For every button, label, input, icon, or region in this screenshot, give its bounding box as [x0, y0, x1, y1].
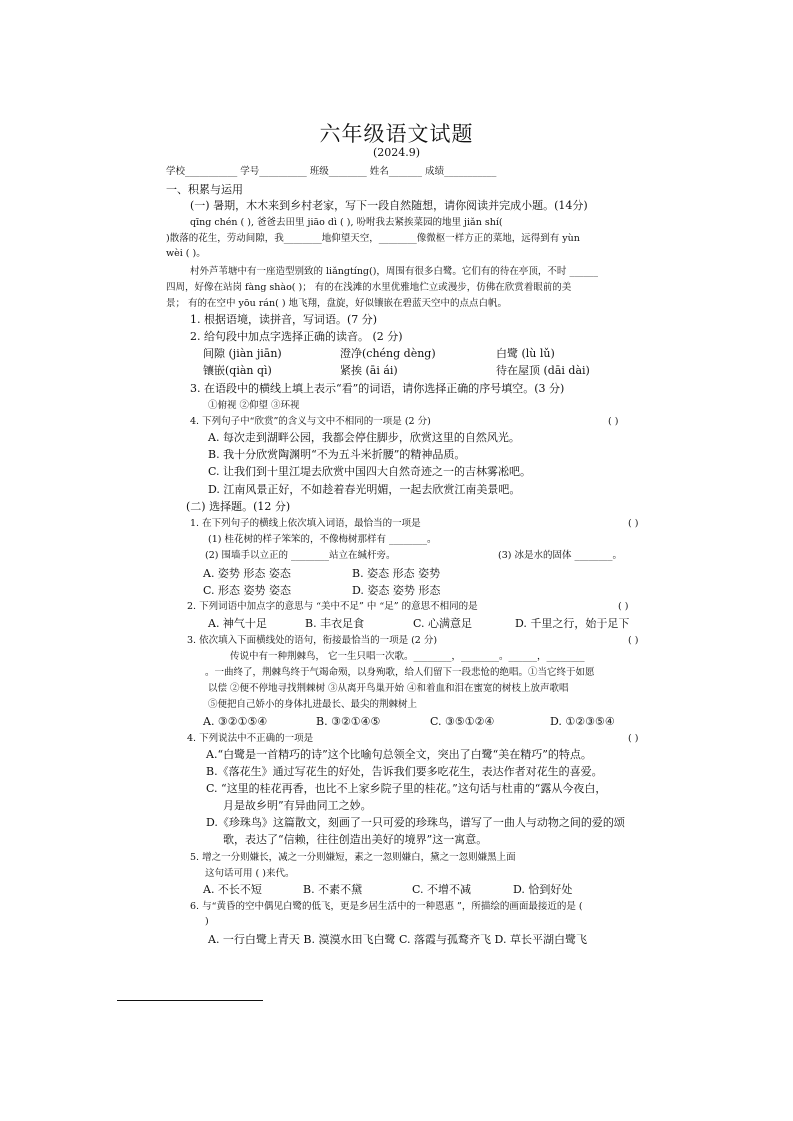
option: 澄净(chéng dèng): [340, 347, 436, 360]
option: B. 姿态 形态 姿势: [352, 567, 441, 580]
option: D. 千里之行，始于足下: [515, 617, 630, 630]
subsection-heading-1: (一) 暑期，木木来到乡村老家，写下一段自然随想，请你阅读并完成小题。(14分): [190, 199, 588, 212]
sentence: (1) 桂花树的样子笨笨的，不像梅树那样有 ________。: [208, 534, 437, 545]
choice-question-2: 2. 下列词语中加点字的意思与 “美中不足” 中 “足” 的意思不相同的是: [187, 601, 478, 612]
choice-question-6-cont: ): [205, 916, 209, 927]
choice-question-6: 6. 与“黄昏的空中偶见白鹭的低飞，更是乡居生活中的一种恩惠 ”，所描绘的画面最接近的是 (: [190, 901, 583, 912]
option: C. 让我们到十里江堤去欣赏中国四大自然奇迹之一的吉林雾凇吧。: [208, 465, 532, 478]
question-1: 1. 根据语境，读拼音，写词语。(7 分): [190, 313, 378, 326]
option: D.《珍珠鸟》这篇散文，刻画了一只可爱的珍珠鸟，谱写了一曲人与动物之间的爱的颂: [206, 816, 625, 829]
answer-paren: ( ): [608, 416, 619, 427]
answer-paren: ( ): [628, 733, 639, 744]
answer-paren: ( ): [618, 601, 629, 612]
option: D. 恰到好处: [513, 883, 573, 896]
question-3: 3. 在语段中的横线上填上表示“看”的词语，请你选择正确的序号填空。(3 分): [190, 382, 565, 395]
option: C. 心满意足: [413, 617, 473, 630]
option: ①俯视 ②仰望 ③环视: [208, 400, 300, 411]
choice-question-1: 1. 在下列句子的横线上依次填入词语，最恰当的一项是: [190, 518, 421, 529]
option: 待在屋顶 (dāi dài): [496, 364, 590, 377]
answer-paren: ( ): [628, 635, 639, 646]
option: A. 不长不短: [203, 883, 262, 896]
passage-line: 景； 有的在空中 yōu rán( ) 地飞翔，盘旋，好似镶嵌在碧蓝天空中的点点白帆。: [166, 298, 508, 309]
footnote-separator: [117, 1000, 263, 1001]
page-title: 六年级语文试题: [319, 122, 474, 146]
section-heading-1: 一、积累与运用: [166, 183, 243, 196]
passage-line: 传说中有一种荆棘鸟， 它一生只唱一次歌。________，________。______，________: [230, 651, 585, 662]
option: C. ③⑤①②④: [430, 715, 495, 728]
option: C. 不增不减: [412, 883, 472, 896]
sentence: (3) 冰是水的固体 ________。: [498, 550, 622, 561]
sentence: (2) 围墙手以立正的 ________站立在缄杆旁。: [205, 550, 396, 561]
option: D. ①②③⑤④: [550, 715, 615, 728]
option: 镶嵌(qiàn qì): [203, 364, 272, 377]
question-4: 4. 下列句子中“欣赏”的含义与文中不相同的一项是 (2 分): [190, 416, 431, 427]
choice-question-3: 3. 依次填入下面横线处的语句，衔接最恰当的一项是 (2 分): [187, 635, 438, 646]
question-2: 2. 给句段中加点字选择正确的读音。 (2 分): [190, 330, 403, 343]
choice-question-5-cont: 这句话可用 ( )来代。: [205, 868, 295, 879]
answer-paren: ( ): [628, 518, 639, 529]
option: A. 每次走到湖畔公园，我都会停住脚步，欣赏这里的自然风光。: [208, 431, 520, 444]
option: A. ③②①⑤④: [203, 715, 268, 728]
option: C. “这里的桂花再香，也比不上家乡院子里的桂花。”这句话与杜甫的“露从今夜白，: [206, 782, 607, 795]
option: A.“白鹭是一首精巧的诗”这个比喻句总领全文，突出了白鹭“美在精巧”的特点。: [206, 748, 592, 761]
option-continued: 歌，表达了“信赖，往往创造出美好的境界”这一寓意。: [223, 833, 488, 846]
passage-line: 以偿 ②便不停地寻找荆棘树 ③从离开鸟巢开始 ④和着血和泪在蜜宽的树枝上放声歌唱: [208, 683, 569, 694]
choice-question-5: 5. 增之一分则嫌长，减之一分则嫌短，素之一忽则嫌白，黛之一忽则嫌黑上面: [190, 852, 516, 863]
option: A. 一行白鹭上青天 B. 漠漠水田飞白鹭 C. 落霞与孤鹜齐飞 D. 草长平湖白鹭飞: [208, 933, 587, 946]
passage-line: 。一曲终了，荆棘鸟终于气竭命殒，以身殉歌，给人们留下一段悲怆的绝唱。①当它终于如愿: [205, 667, 595, 678]
student-info-line: 学校___________ 学号__________ 班级________ 姓名_______ 成绩___________: [166, 166, 497, 177]
option: B. 不素不黛: [303, 883, 363, 896]
option: D. 江南风景正好，不如趁着春光明媚，一起去欣赏江南美景吧。: [208, 483, 521, 496]
section-heading-2: (二) 选择题。(12 分): [186, 500, 291, 513]
option: D. 姿态 姿势 形态: [352, 584, 441, 597]
option-continued: 月是故乡明”有异曲同工之妙。: [223, 799, 372, 812]
exam-date: (2024.9): [372, 146, 421, 159]
passage-line: qīng chén ( ), 爸爸去田里 jiāo dì ( ), 吩咐我去紧挨菜园的地里 jiǎn shí(: [190, 217, 503, 228]
passage-line: 村外芦苇塘中有一座造型别致的 liǎngtíng()，周围有很多白鹭。它们有的待在亭顶，不时 ______: [190, 266, 598, 277]
option: A. 神气十足: [208, 617, 267, 630]
passage-line: wèi ( )。: [166, 248, 206, 259]
choice-question-4: 4. 下列说法中不正确的一项是: [187, 733, 314, 744]
passage-line: 四周，好像在站岗 fàng shào( )； 有的在浅滩的水里优雅地伫立或漫步，仿佛在欣赏着眼前的美: [166, 282, 572, 293]
option: B. 我十分欣赏陶渊明“不为五斗米折腰”的精神品质。: [208, 448, 466, 461]
option: B. 丰衣足食: [305, 617, 365, 630]
option: B. ③②①④⑤: [316, 715, 381, 728]
option: A. 姿势 形态 姿态: [203, 567, 291, 580]
option: 白鹭 (lù lǔ): [496, 347, 555, 360]
passage-line: )散落的花生，劳动间隙，我________地仰望天空，________像微枢一样方正的菜地，远得到有 yùn: [166, 233, 580, 244]
option: 紧挨 (āi ái): [340, 364, 398, 377]
option: B.《落花生》通过写花生的好处，告诉我们要多吃花生，表达作者对花生的喜爱。: [206, 765, 603, 778]
passage-line: ⑤便把自己娇小的身体扎进最长、最尖的荆棘树上: [208, 699, 418, 710]
option: C. 形态 姿势 姿态: [203, 584, 292, 597]
option: 间隙 (jiàn jiān): [203, 347, 282, 360]
